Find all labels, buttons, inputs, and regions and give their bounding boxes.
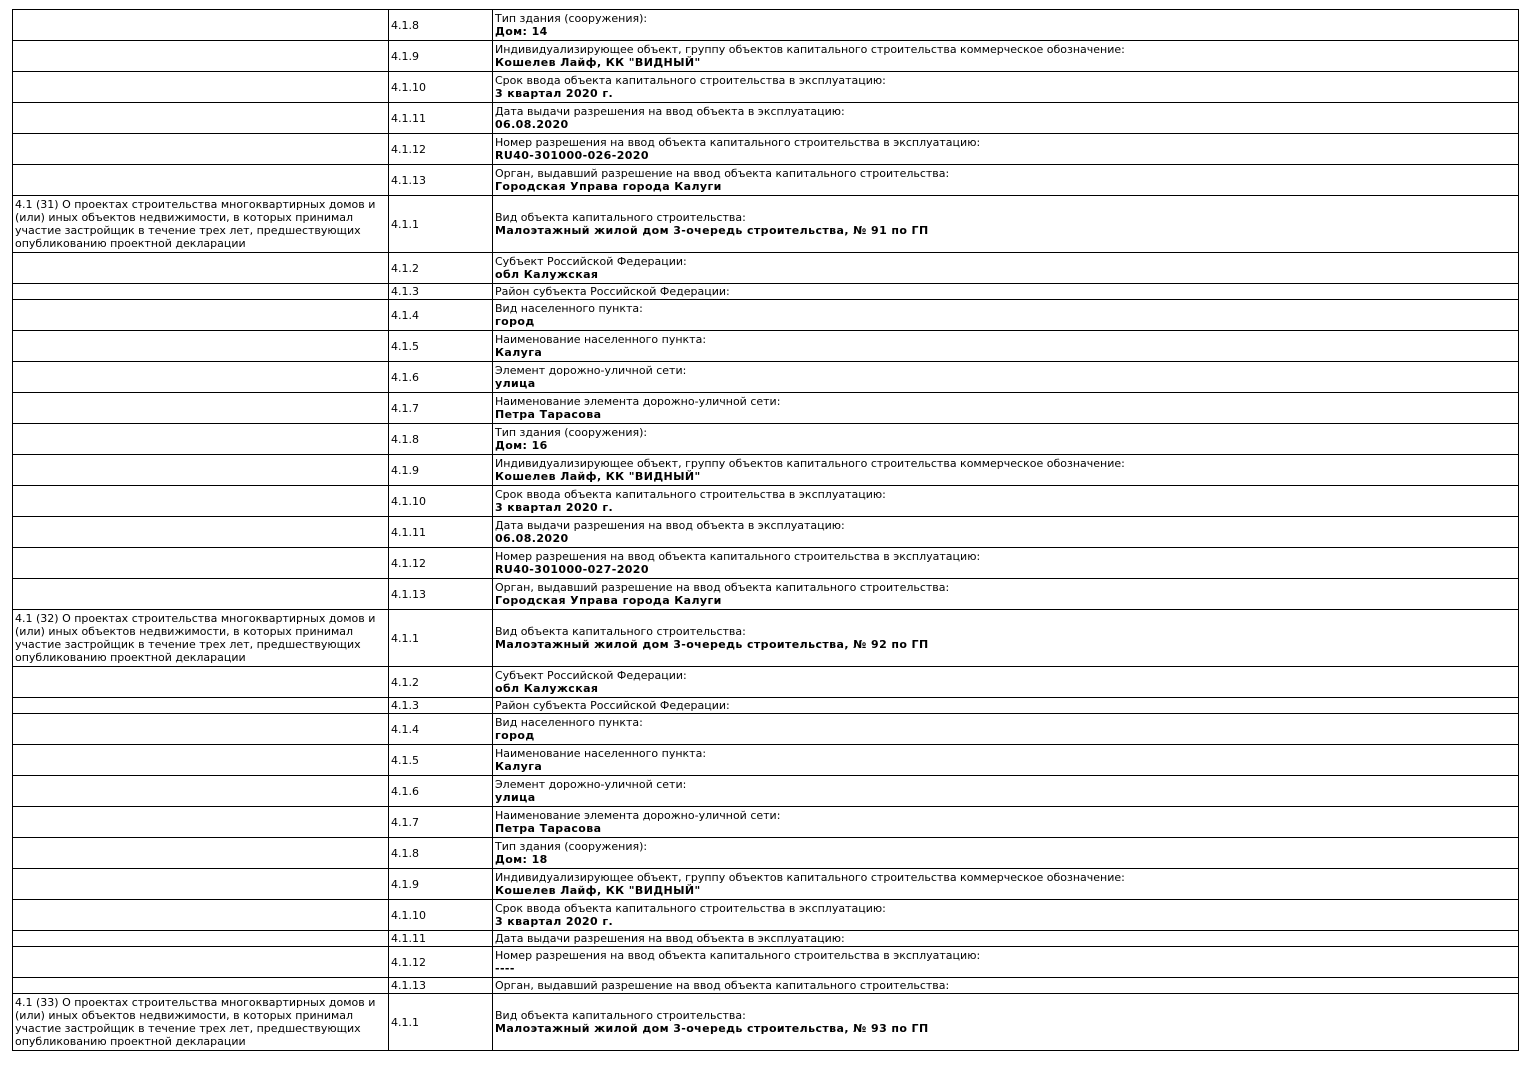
code-cell: 4.1.4: [389, 300, 493, 331]
field-value: обл Калужская: [495, 682, 599, 695]
field-label: Срок ввода объекта капитального строительства в эксплуатацию:: [495, 902, 886, 915]
code-cell: 4.1.8: [389, 10, 493, 41]
field-value: Петра Тарасова: [495, 822, 602, 835]
content-cell: [493, 994, 1519, 1051]
field-label: Элемент дорожно-уличной сети:: [495, 778, 687, 791]
field-value: Малоэтажный жилой дом 3-очередь строительства, № 91 по ГП: [495, 224, 929, 237]
field-label: Субъект Российской Федерации:: [495, 669, 687, 682]
field-value: Калуга: [495, 346, 543, 359]
field-label: Тип здания (сооружения):: [495, 840, 648, 853]
table-row: [13, 165, 1519, 196]
content-cell: [493, 134, 1519, 165]
table-row: [13, 455, 1519, 486]
section-cell: [13, 931, 389, 947]
code-cell: 4.1.11: [389, 931, 493, 947]
section-cell: [13, 393, 389, 424]
section-cell: [13, 331, 389, 362]
field-label: Индивидуализирующее объект, группу объектов капитального строительства коммерческое обозначение:: [495, 871, 1125, 884]
section-cell: [13, 869, 389, 900]
field-value: Калуга: [495, 760, 543, 773]
field-value: обл Калужская: [495, 268, 599, 281]
table-row: [13, 548, 1519, 579]
section-cell: [13, 807, 389, 838]
content-cell: [493, 947, 1519, 978]
code-cell: 4.1.8: [389, 838, 493, 869]
code-cell: 4.1.3: [389, 698, 493, 714]
section-cell: [13, 517, 389, 548]
field-value: город: [495, 315, 535, 328]
content-cell: [493, 517, 1519, 548]
content-cell: [493, 455, 1519, 486]
table-row: [13, 610, 1519, 667]
code-cell: 4.1.7: [389, 807, 493, 838]
code-cell: 4.1.2: [389, 667, 493, 698]
code-cell: 4.1.9: [389, 455, 493, 486]
field-value: Кошелев Лайф, КК "ВИДНЫЙ": [495, 470, 701, 483]
table-row: [13, 978, 1519, 994]
code-cell: 4.1.11: [389, 517, 493, 548]
section-cell: 4.1 (33) О проектах строительства многоквартирных домов и (или) иных объектов недвижимости, в которых принимал участие застройщик в течение трех лет, предшествующих опубликованию проектной декларации: [13, 994, 389, 1051]
code-cell: 4.1.10: [389, 900, 493, 931]
content-cell: [493, 579, 1519, 610]
table-row: [13, 486, 1519, 517]
section-cell: [13, 165, 389, 196]
table-row: [13, 579, 1519, 610]
content-cell: [493, 393, 1519, 424]
table-row: [13, 517, 1519, 548]
section-cell: [13, 548, 389, 579]
content-cell: [493, 196, 1519, 253]
code-cell: 4.1.12: [389, 947, 493, 978]
field-label: Индивидуализирующее объект, группу объектов капитального строительства коммерческое обозначение:: [495, 43, 1125, 56]
section-cell: [13, 776, 389, 807]
table-row: [13, 698, 1519, 714]
content-cell: [493, 667, 1519, 698]
field-label: Дата выдачи разрешения на ввод объекта в эксплуатацию:: [495, 105, 845, 118]
content-cell: [493, 424, 1519, 455]
table-row: [13, 869, 1519, 900]
field-value: RU40-301000-027-2020: [495, 563, 649, 576]
section-cell: [13, 10, 389, 41]
field-label: Наименование населенного пункта:: [495, 333, 707, 346]
table-row: [13, 362, 1519, 393]
section-cell: [13, 41, 389, 72]
code-cell: 4.1.8: [389, 424, 493, 455]
code-cell: 4.1.13: [389, 579, 493, 610]
table-row: [13, 776, 1519, 807]
content-cell: [493, 362, 1519, 393]
section-cell: [13, 300, 389, 331]
table-row: [13, 838, 1519, 869]
content-cell: [493, 10, 1519, 41]
field-label: Тип здания (сооружения):: [495, 426, 648, 439]
field-label: Индивидуализирующее объект, группу объектов капитального строительства коммерческое обозначение:: [495, 457, 1125, 470]
section-cell: [13, 947, 389, 978]
table-row: [13, 41, 1519, 72]
section-cell: [13, 714, 389, 745]
field-value: Малоэтажный жилой дом 3-очередь строительства, № 92 по ГП: [495, 638, 929, 651]
code-cell: 4.1.6: [389, 776, 493, 807]
section-cell: [13, 253, 389, 284]
section-cell: [13, 362, 389, 393]
field-value: 06.08.2020: [495, 118, 569, 131]
field-value: 3 квартал 2020 г.: [495, 87, 614, 100]
field-value: Дом: 18: [495, 853, 548, 866]
section-cell: [13, 284, 389, 300]
section-cell: [13, 900, 389, 931]
table-row: [13, 931, 1519, 947]
content-cell: [493, 900, 1519, 931]
table-body: [13, 10, 1519, 1051]
section-cell: [13, 486, 389, 517]
field-label: Вид объекта капитального строительства:: [495, 625, 746, 638]
content-cell: [493, 300, 1519, 331]
section-cell: [13, 134, 389, 165]
field-value: ----: [495, 962, 515, 975]
field-label: Орган, выдавший разрешение на ввод объекта капитального строительства:: [495, 167, 950, 180]
content-cell: [493, 486, 1519, 517]
content-cell: [493, 869, 1519, 900]
table-row: [13, 196, 1519, 253]
field-label: Вид населенного пункта:: [495, 716, 643, 729]
field-value: 06.08.2020: [495, 532, 569, 545]
code-cell: 4.1.11: [389, 103, 493, 134]
table-row: [13, 393, 1519, 424]
table-row: [13, 10, 1519, 41]
field-value: город: [495, 729, 535, 742]
code-cell: 4.1.1: [389, 196, 493, 253]
table-row: [13, 947, 1519, 978]
code-cell: 4.1.5: [389, 745, 493, 776]
content-cell: [493, 72, 1519, 103]
field-label: Дата выдачи разрешения на ввод объекта в эксплуатацию:: [495, 932, 845, 945]
field-value: Кошелев Лайф, КК "ВИДНЫЙ": [495, 56, 701, 69]
table-row: [13, 253, 1519, 284]
field-value: 3 квартал 2020 г.: [495, 501, 614, 514]
table-row: [13, 72, 1519, 103]
table-row: [13, 284, 1519, 300]
table-row: [13, 331, 1519, 362]
content-cell: [493, 745, 1519, 776]
field-label: Дата выдачи разрешения на ввод объекта в эксплуатацию:: [495, 519, 845, 532]
field-label: Орган, выдавший разрешение на ввод объекта капитального строительства:: [495, 581, 950, 594]
field-value: Городская Управа города Калуги: [495, 180, 722, 193]
content-cell: [493, 41, 1519, 72]
code-cell: 4.1.13: [389, 165, 493, 196]
code-cell: 4.1.3: [389, 284, 493, 300]
code-cell: 4.1.2: [389, 253, 493, 284]
field-value: 3 квартал 2020 г.: [495, 915, 614, 928]
content-cell: [493, 931, 1519, 947]
content-cell: [493, 165, 1519, 196]
code-cell: 4.1.4: [389, 714, 493, 745]
table-row: [13, 134, 1519, 165]
section-cell: [13, 455, 389, 486]
field-label: Наименование элемента дорожно-уличной сети:: [495, 395, 781, 408]
table-row: [13, 300, 1519, 331]
field-label: Наименование населенного пункта:: [495, 747, 707, 760]
code-cell: 4.1.6: [389, 362, 493, 393]
field-value: улица: [495, 377, 536, 390]
content-cell: [493, 776, 1519, 807]
code-cell: 4.1.5: [389, 331, 493, 362]
table-row: [13, 994, 1519, 1051]
table-row: [13, 667, 1519, 698]
field-label: Тип здания (сооружения):: [495, 12, 648, 25]
section-cell: 4.1 (32) О проектах строительства многоквартирных домов и (или) иных объектов недвижимости, в которых принимал участие застройщик в течение трех лет, предшествующих опубликованию проектной декларации: [13, 610, 389, 667]
content-cell: [493, 714, 1519, 745]
field-label: Субъект Российской Федерации:: [495, 255, 687, 268]
table-row: [13, 714, 1519, 745]
content-cell: [493, 698, 1519, 714]
content-cell: [493, 548, 1519, 579]
code-cell: 4.1.1: [389, 994, 493, 1051]
code-cell: 4.1.1: [389, 610, 493, 667]
content-cell: [493, 284, 1519, 300]
field-value: Городская Управа города Калуги: [495, 594, 722, 607]
code-cell: 4.1.10: [389, 72, 493, 103]
field-label: Вид объекта капитального строительства:: [495, 211, 746, 224]
field-value: Дом: 16: [495, 439, 548, 452]
field-value: RU40-301000-026-2020: [495, 149, 649, 162]
field-label: Срок ввода объекта капитального строительства в эксплуатацию:: [495, 488, 886, 501]
field-value: Кошелев Лайф, КК "ВИДНЫЙ": [495, 884, 701, 897]
field-label: Вид населенного пункта:: [495, 302, 643, 315]
content-cell: [493, 978, 1519, 994]
code-cell: 4.1.9: [389, 869, 493, 900]
content-cell: [493, 103, 1519, 134]
content-cell: [493, 610, 1519, 667]
table-row: [13, 807, 1519, 838]
table-row: [13, 900, 1519, 931]
field-label: Номер разрешения на ввод объекта капитального строительства в эксплуатацию:: [495, 550, 981, 563]
field-label: Номер разрешения на ввод объекта капитального строительства в эксплуатацию:: [495, 136, 981, 149]
section-cell: [13, 103, 389, 134]
field-label: Срок ввода объекта капитального строительства в эксплуатацию:: [495, 74, 886, 87]
field-label: Номер разрешения на ввод объекта капитального строительства в эксплуатацию:: [495, 949, 981, 962]
section-cell: [13, 72, 389, 103]
code-cell: 4.1.7: [389, 393, 493, 424]
content-cell: [493, 331, 1519, 362]
field-value: Малоэтажный жилой дом 3-очередь строительства, № 93 по ГП: [495, 1022, 929, 1035]
code-cell: 4.1.9: [389, 41, 493, 72]
field-label: Наименование элемента дорожно-уличной сети:: [495, 809, 781, 822]
section-cell: 4.1 (31) О проектах строительства многоквартирных домов и (или) иных объектов недвижимости, в которых принимал участие застройщик в течение трех лет, предшествующих опубликованию проектной декларации: [13, 196, 389, 253]
content-cell: [493, 253, 1519, 284]
field-label: Вид объекта капитального строительства:: [495, 1009, 746, 1022]
section-cell: [13, 838, 389, 869]
section-cell: [13, 745, 389, 776]
table-row: [13, 424, 1519, 455]
section-cell: [13, 579, 389, 610]
content-cell: [493, 807, 1519, 838]
field-label: Элемент дорожно-уличной сети:: [495, 364, 687, 377]
code-cell: 4.1.10: [389, 486, 493, 517]
field-label: Район субъекта Российской Федерации:: [495, 699, 730, 712]
table-row: [13, 745, 1519, 776]
field-value: Петра Тарасова: [495, 408, 602, 421]
field-label: Орган, выдавший разрешение на ввод объекта капитального строительства:: [495, 979, 950, 992]
field-value: Дом: 14: [495, 25, 548, 38]
table-row: [13, 103, 1519, 134]
section-cell: [13, 978, 389, 994]
declaration-table: [12, 9, 1519, 1051]
content-cell: [493, 838, 1519, 869]
field-label: Район субъекта Российской Федерации:: [495, 285, 730, 298]
field-value: улица: [495, 791, 536, 804]
section-cell: [13, 667, 389, 698]
section-cell: [13, 424, 389, 455]
code-cell: 4.1.13: [389, 978, 493, 994]
code-cell: 4.1.12: [389, 134, 493, 165]
section-cell: [13, 698, 389, 714]
code-cell: 4.1.12: [389, 548, 493, 579]
